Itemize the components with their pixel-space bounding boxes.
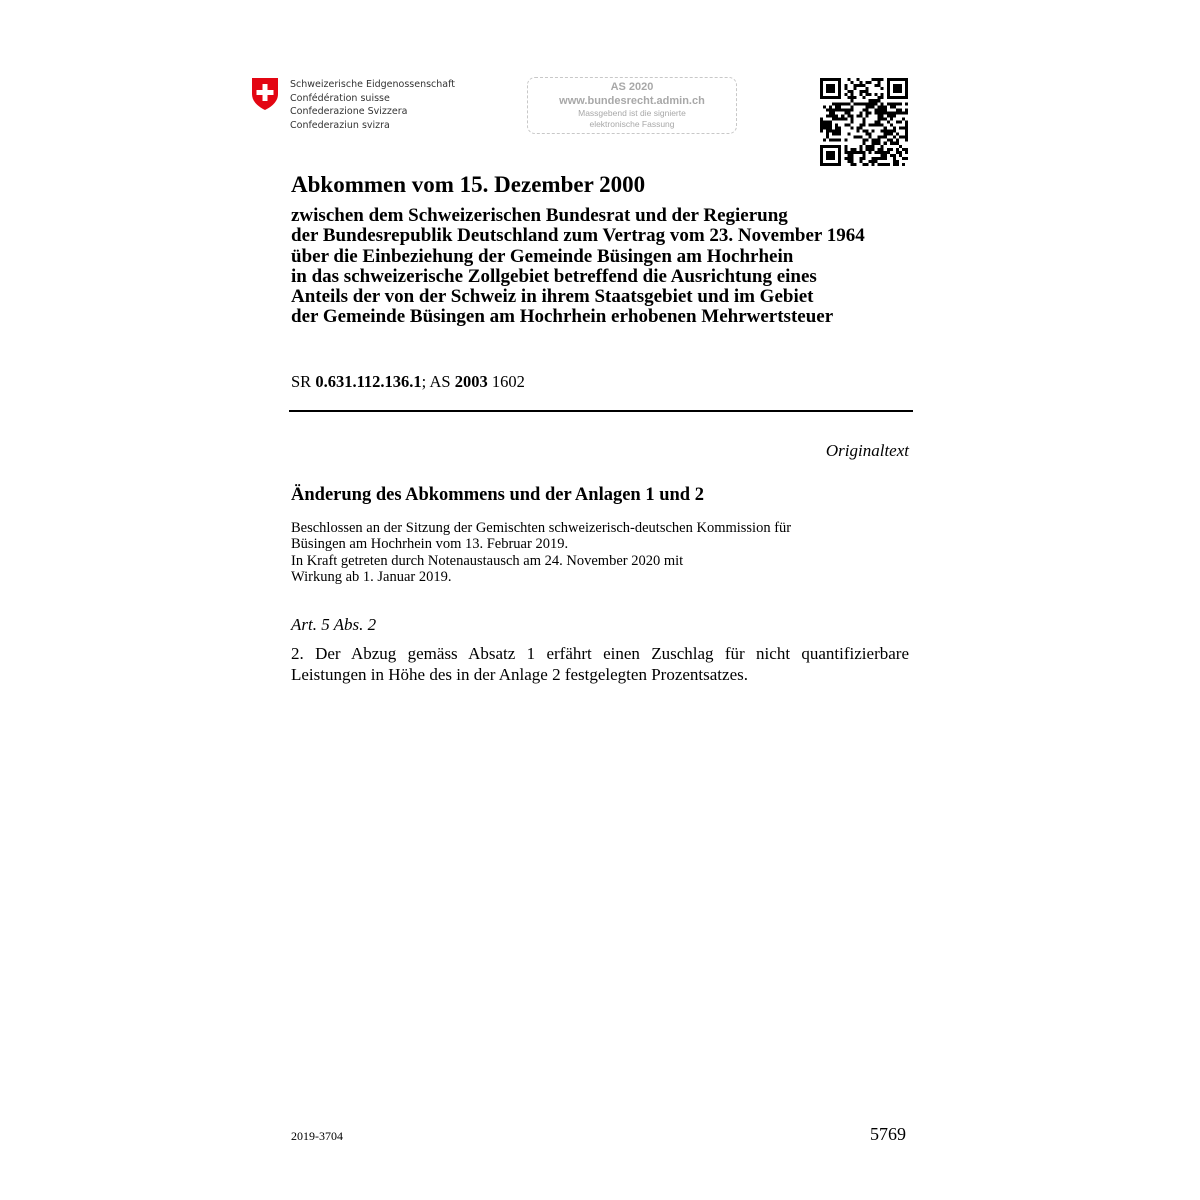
sr-number: 0.631.112.136.1	[315, 372, 422, 391]
as-page: 1602	[487, 372, 525, 391]
subtitle-line: in das schweizerische Zollgebiet betreffend die Ausrichtung eines	[291, 265, 817, 287]
confed-line-rm: Confederaziun svizra	[290, 119, 390, 131]
as-year: 2003	[454, 372, 488, 391]
sr-prefix: SR	[291, 372, 316, 391]
decision-line: Büsingen am Hochrhein vom 13. Februar 2019.	[291, 536, 569, 553]
page-number: 5769	[870, 1124, 906, 1144]
document-subtitle	[291, 206, 865, 328]
decision-line: In Kraft getreten durch Notenaustausch am 24. November 2020 mit	[291, 552, 684, 569]
section-heading: Änderung des Abkommens und der Anlagen 1 und 2	[291, 485, 704, 505]
document-title: Abkommen vom 15. Dezember 2000	[291, 172, 646, 197]
subtitle-line: zwischen dem Schweizerischen Bundesrat und der Regierung	[291, 205, 788, 226]
stamp-as-year: AS 2020	[610, 81, 654, 93]
article-reference: Art. 5 Abs. 2	[291, 615, 377, 634]
stamp-note-1: Massgebend ist die signierte	[578, 108, 686, 118]
confed-line-it: Confederazione Svizzera	[290, 106, 408, 117]
decision-line: Wirkung ab 1. Januar 2019.	[291, 568, 452, 585]
confed-line-de: Schweizerische Eidgenossenschaft	[290, 79, 456, 90]
subtitle-line: der Bundesrepublik Deutschland zum Vertrag vom 23. November 1964	[291, 225, 865, 247]
original-text-label: Originaltext	[825, 441, 909, 460]
document-code: 2019-3704	[291, 1129, 343, 1143]
confed-line-fr: Confédération suisse	[290, 92, 390, 104]
sr-as-reference	[291, 372, 525, 392]
qr-code-icon	[820, 78, 908, 166]
subtitle-line: über die Einbeziehung der Gemeinde Büsingen am Hochrhein	[291, 245, 794, 267]
article-paragraph: 2. Der Abzug gemäss Absatz 1 erfährt einen Zuschlag für nicht quantifizierbare Leistungen in Höhe des in der Anlage 2 festgelegten Prozentsatzes.	[291, 644, 909, 684]
confederation-names	[290, 78, 455, 132]
decision-line: Beschlossen an der Sitzung der Gemischten schweizerisch-deutschen Kommission für	[291, 520, 792, 536]
stamp-url: www.bundesrecht.admin.ch	[559, 95, 705, 107]
stamp-note-2: elektronische Fassung	[589, 119, 675, 129]
as-prefix: ; AS	[421, 372, 455, 391]
header-divider	[289, 410, 913, 412]
official-publication-stamp	[527, 77, 737, 134]
swiss-cross-shield-icon	[250, 77, 280, 111]
subtitle-line: Anteils der von der Schweiz in ihrem Staatsgebiet und im Gebiet	[291, 286, 814, 308]
subtitle-line: der Gemeinde Büsingen am Hochrhein erhobenen Mehrwertsteuer	[291, 306, 834, 328]
decision-note	[291, 520, 791, 585]
